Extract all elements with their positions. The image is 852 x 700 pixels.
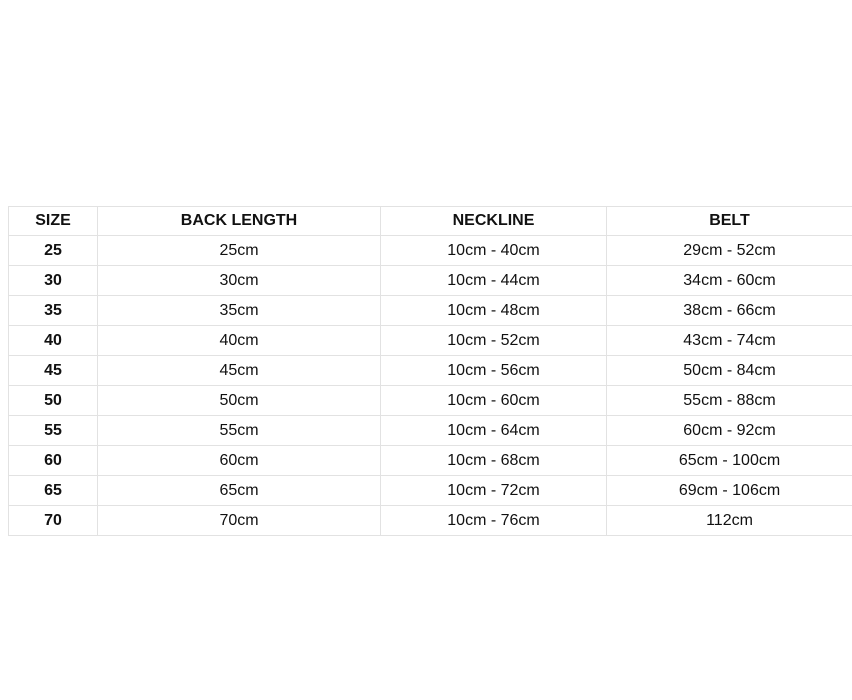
table-row — [9, 236, 852, 266]
cell-back-length: 40cm — [98, 326, 381, 356]
header-size: SIZE — [9, 207, 98, 236]
cell-belt: 65cm - 100cm — [607, 446, 852, 476]
cell-back-length: 50cm — [98, 386, 381, 416]
cell-belt: 34cm - 60cm — [607, 266, 852, 296]
header-neckline: NECKLINE — [381, 207, 607, 236]
cell-belt: 50cm - 84cm — [607, 356, 852, 386]
cell-belt: 69cm - 106cm — [607, 476, 852, 506]
cell-neckline: 10cm - 48cm — [381, 296, 607, 326]
cell-neckline: 10cm - 44cm — [381, 266, 607, 296]
cell-neckline: 10cm - 68cm — [381, 446, 607, 476]
cell-size: 55 — [9, 416, 98, 446]
cell-size: 45 — [9, 356, 98, 386]
cell-belt: 112cm — [607, 506, 852, 536]
cell-size: 35 — [9, 296, 98, 326]
cell-neckline: 10cm - 40cm — [381, 236, 607, 266]
cell-back-length: 45cm — [98, 356, 381, 386]
cell-neckline: 10cm - 72cm — [381, 476, 607, 506]
cell-back-length: 30cm — [98, 266, 381, 296]
cell-back-length: 35cm — [98, 296, 381, 326]
cell-belt: 43cm - 74cm — [607, 326, 852, 356]
size-chart-table — [8, 206, 852, 536]
cell-neckline: 10cm - 64cm — [381, 416, 607, 446]
cell-neckline: 10cm - 76cm — [381, 506, 607, 536]
cell-size: 50 — [9, 386, 98, 416]
table-row — [9, 266, 852, 296]
cell-size: 40 — [9, 326, 98, 356]
header-belt: BELT — [607, 207, 852, 236]
cell-back-length: 25cm — [98, 236, 381, 266]
cell-neckline: 10cm - 56cm — [381, 356, 607, 386]
table-row — [9, 416, 852, 446]
cell-belt: 38cm - 66cm — [607, 296, 852, 326]
cell-size: 65 — [9, 476, 98, 506]
cell-back-length: 55cm — [98, 416, 381, 446]
table-row — [9, 356, 852, 386]
cell-belt: 55cm - 88cm — [607, 386, 852, 416]
cell-neckline: 10cm - 60cm — [381, 386, 607, 416]
header-back-length: BACK LENGTH — [98, 207, 381, 236]
cell-back-length: 65cm — [98, 476, 381, 506]
cell-size: 25 — [9, 236, 98, 266]
cell-back-length: 70cm — [98, 506, 381, 536]
table-row — [9, 386, 852, 416]
cell-size: 30 — [9, 266, 98, 296]
cell-belt: 60cm - 92cm — [607, 416, 852, 446]
table-row — [9, 446, 852, 476]
table-row — [9, 296, 852, 326]
cell-size: 60 — [9, 446, 98, 476]
table-row — [9, 506, 852, 536]
table-header-row — [9, 207, 852, 236]
table-row — [9, 476, 852, 506]
table-row — [9, 326, 852, 356]
cell-size: 70 — [9, 506, 98, 536]
cell-neckline: 10cm - 52cm — [381, 326, 607, 356]
cell-belt: 29cm - 52cm — [607, 236, 852, 266]
cell-back-length: 60cm — [98, 446, 381, 476]
